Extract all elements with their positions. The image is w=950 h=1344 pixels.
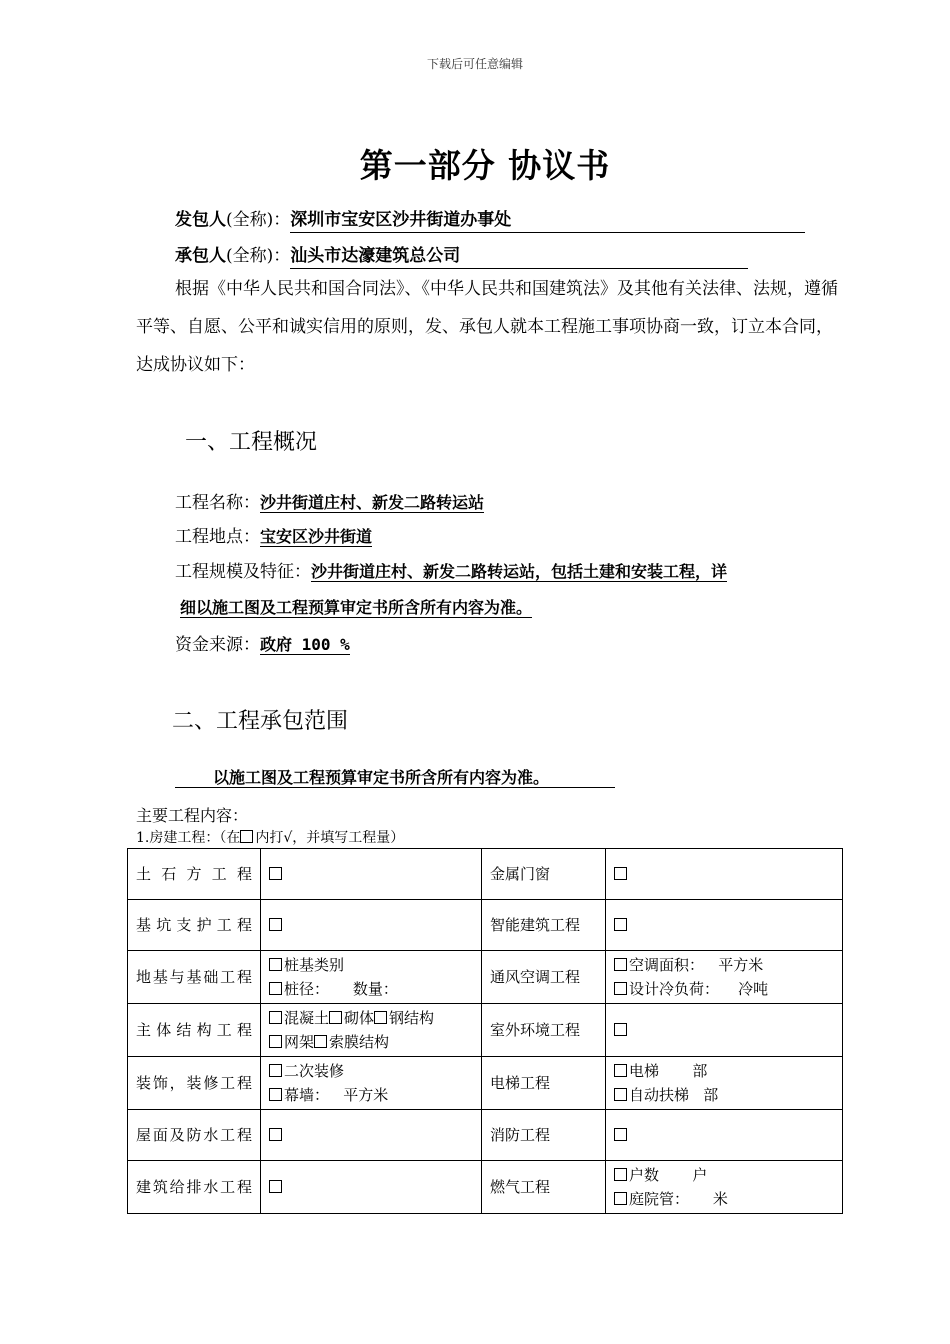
option-label: 自动扶梯 部 xyxy=(629,1086,719,1104)
checkbox[interactable] xyxy=(269,1035,282,1048)
left-work-options xyxy=(261,951,482,1004)
left-work-label: 建筑给排水工程 xyxy=(128,1161,261,1214)
project-name-row xyxy=(175,488,484,513)
left-work-options xyxy=(261,1110,482,1161)
contractor-label: 承包人 xyxy=(175,246,226,266)
checkbox[interactable] xyxy=(614,1088,627,1101)
employer-fullname-label: (全称)： xyxy=(226,210,291,230)
left-work-options xyxy=(261,900,482,951)
option-line xyxy=(269,913,473,937)
option-line xyxy=(269,1175,473,1199)
right-work-label: 燃气工程 xyxy=(482,1161,606,1214)
checkbox[interactable] xyxy=(269,1011,282,1024)
page-title: 第一部分 协议书 xyxy=(359,146,611,185)
project-name-value: 沙井街道庄村、新发二路转运站 xyxy=(260,493,485,512)
option-line xyxy=(614,977,834,1001)
right-work-label: 智能建筑工程 xyxy=(482,900,606,951)
building-works-label xyxy=(136,827,404,847)
option-line xyxy=(614,1059,834,1083)
right-work-label: 电梯工程 xyxy=(482,1057,606,1110)
section1-heading: 一、工程概况 xyxy=(185,430,318,455)
left-work-options xyxy=(261,849,482,900)
option-line xyxy=(614,913,834,937)
right-work-options xyxy=(606,1057,843,1110)
scope-text: 以施工图及工程预算审定书所含所有内容为准。 xyxy=(213,768,550,787)
left-work-label: 装饰，装修工程 xyxy=(128,1057,261,1110)
table-row xyxy=(128,1004,843,1057)
checkbox[interactable] xyxy=(374,1011,387,1024)
table-row xyxy=(128,1057,843,1110)
option-label: 庭院管： 米 xyxy=(629,1190,728,1208)
checkbox[interactable] xyxy=(614,1168,627,1181)
employer-row xyxy=(175,205,805,233)
employer-value: 深圳市宝安区沙井街道办事处 xyxy=(290,209,805,233)
checkbox[interactable] xyxy=(614,958,627,971)
checkbox[interactable] xyxy=(269,918,282,931)
checkbox[interactable] xyxy=(269,1128,282,1141)
right-work-label: 消防工程 xyxy=(482,1110,606,1161)
option-line xyxy=(269,1123,473,1147)
option-label: 户数 户 xyxy=(629,1166,708,1184)
option-line xyxy=(269,977,473,1001)
left-work-label: 基坑支护工程 xyxy=(128,900,261,951)
project-scale-row-2 xyxy=(180,595,532,618)
table-row xyxy=(128,1110,843,1161)
checkbox[interactable] xyxy=(269,958,282,971)
option-line xyxy=(614,862,834,886)
right-work-options xyxy=(606,849,843,900)
option-label: 桩基类别 xyxy=(284,956,345,974)
option-line xyxy=(614,1163,834,1187)
left-work-options xyxy=(261,1004,482,1057)
left-work-label: 土石方工程 xyxy=(128,849,261,900)
checkbox[interactable] xyxy=(614,1064,627,1077)
option-line xyxy=(269,953,473,977)
checkbox[interactable] xyxy=(614,982,627,995)
contractor-row xyxy=(175,241,748,269)
option-line xyxy=(269,862,473,886)
checkbox[interactable] xyxy=(614,1128,627,1141)
option-line xyxy=(614,1123,834,1147)
left-work-label: 屋面及防水工程 xyxy=(128,1110,261,1161)
employer-label: 发包人 xyxy=(175,210,226,230)
left-work-options xyxy=(261,1161,482,1214)
table-row xyxy=(128,849,843,900)
checkbox[interactable] xyxy=(614,918,627,931)
checkbox[interactable] xyxy=(614,1192,627,1205)
checkbox[interactable] xyxy=(614,1023,627,1036)
project-location-label: 工程地点： xyxy=(175,527,260,547)
option-line xyxy=(269,1083,473,1107)
left-work-label: 地基与基础工程 xyxy=(128,951,261,1004)
option-line xyxy=(614,1018,834,1042)
main-content-label: 主要工程内容： xyxy=(136,806,249,825)
right-work-options xyxy=(606,1110,843,1161)
right-work-options xyxy=(606,900,843,951)
header-note: 下载后可任意编辑 xyxy=(426,57,523,71)
funding-value: 政府 100 % xyxy=(260,635,350,654)
option-label: 桩径： 数量： xyxy=(284,980,398,998)
option-label: 二次装修 xyxy=(284,1062,345,1080)
table-row xyxy=(128,900,843,951)
checkbox[interactable] xyxy=(269,982,282,995)
project-scale-value-2: 细以施工图及工程预算审定书所含所有内容为准。 xyxy=(180,598,533,617)
project-scale-label: 工程规模及特征： xyxy=(175,562,311,582)
option-label: 空调面积： 平方米 xyxy=(629,956,764,974)
building-label-part2: 内打√，并填写工程量） xyxy=(255,830,405,846)
option-label: 幕墙： 平方米 xyxy=(284,1086,389,1104)
option-line xyxy=(614,953,834,977)
option-label: 钢结构 xyxy=(389,1009,435,1027)
works-table xyxy=(127,848,843,1214)
option-line xyxy=(269,1006,473,1030)
left-work-label: 主体结构工程 xyxy=(128,1004,261,1057)
right-work-label: 通风空调工程 xyxy=(482,951,606,1004)
project-location-row xyxy=(175,522,372,547)
option-label: 电梯 部 xyxy=(629,1062,708,1080)
option-label: 设计冷负荷： 冷吨 xyxy=(629,980,769,998)
project-scale-row xyxy=(175,557,727,582)
table-row xyxy=(128,1161,843,1214)
project-name-label: 工程名称： xyxy=(175,493,260,513)
option-line xyxy=(269,1059,473,1083)
checkbox[interactable] xyxy=(269,1088,282,1101)
option-label: 砌体 xyxy=(344,1009,375,1027)
option-line xyxy=(614,1083,834,1107)
checkbox-icon xyxy=(240,830,253,843)
right-work-options xyxy=(606,1004,843,1057)
right-work-label: 室外环境工程 xyxy=(482,1004,606,1057)
option-line xyxy=(614,1187,834,1211)
table-row xyxy=(128,951,843,1004)
right-work-label: 金属门窗 xyxy=(482,849,606,900)
checkbox[interactable] xyxy=(269,1180,282,1193)
project-scale-value-1: 沙井街道庄村、新发二路转运站，包括土建和安装工程，详 xyxy=(311,562,728,581)
checkbox[interactable] xyxy=(329,1011,342,1024)
checkbox[interactable] xyxy=(269,1064,282,1077)
option-line xyxy=(269,1030,473,1054)
option-label: 混凝土 xyxy=(284,1009,330,1027)
contractor-fullname-label: (全称)： xyxy=(226,246,291,266)
funding-row xyxy=(175,630,350,655)
building-label-part1: 1.房建工程：（在 xyxy=(136,830,241,846)
right-work-options xyxy=(606,951,843,1004)
checkbox[interactable] xyxy=(614,867,627,880)
right-work-options xyxy=(606,1161,843,1214)
option-label: 索膜结构 xyxy=(329,1033,390,1051)
contractor-value: 汕头市达濠建筑总公司 xyxy=(290,245,748,269)
checkbox[interactable] xyxy=(314,1035,327,1048)
section2-heading: 二、工程承包范围 xyxy=(172,709,349,734)
project-location-value: 宝安区沙井街道 xyxy=(260,527,373,546)
left-work-options xyxy=(261,1057,482,1110)
intro-paragraph: 根据《中华人民共和国合同法》、《中华人民共和国建筑法》及其他有关法律、法规，遵循平等、自愿、公平和诚实信用的原则，发、承包人就本工程施工事项协商一致，订立本合同，达成协议如下： xyxy=(136,279,838,375)
checkbox[interactable] xyxy=(269,867,282,880)
option-label: 网架 xyxy=(284,1033,315,1051)
scope-underline xyxy=(175,787,615,788)
funding-label: 资金来源： xyxy=(175,635,260,655)
